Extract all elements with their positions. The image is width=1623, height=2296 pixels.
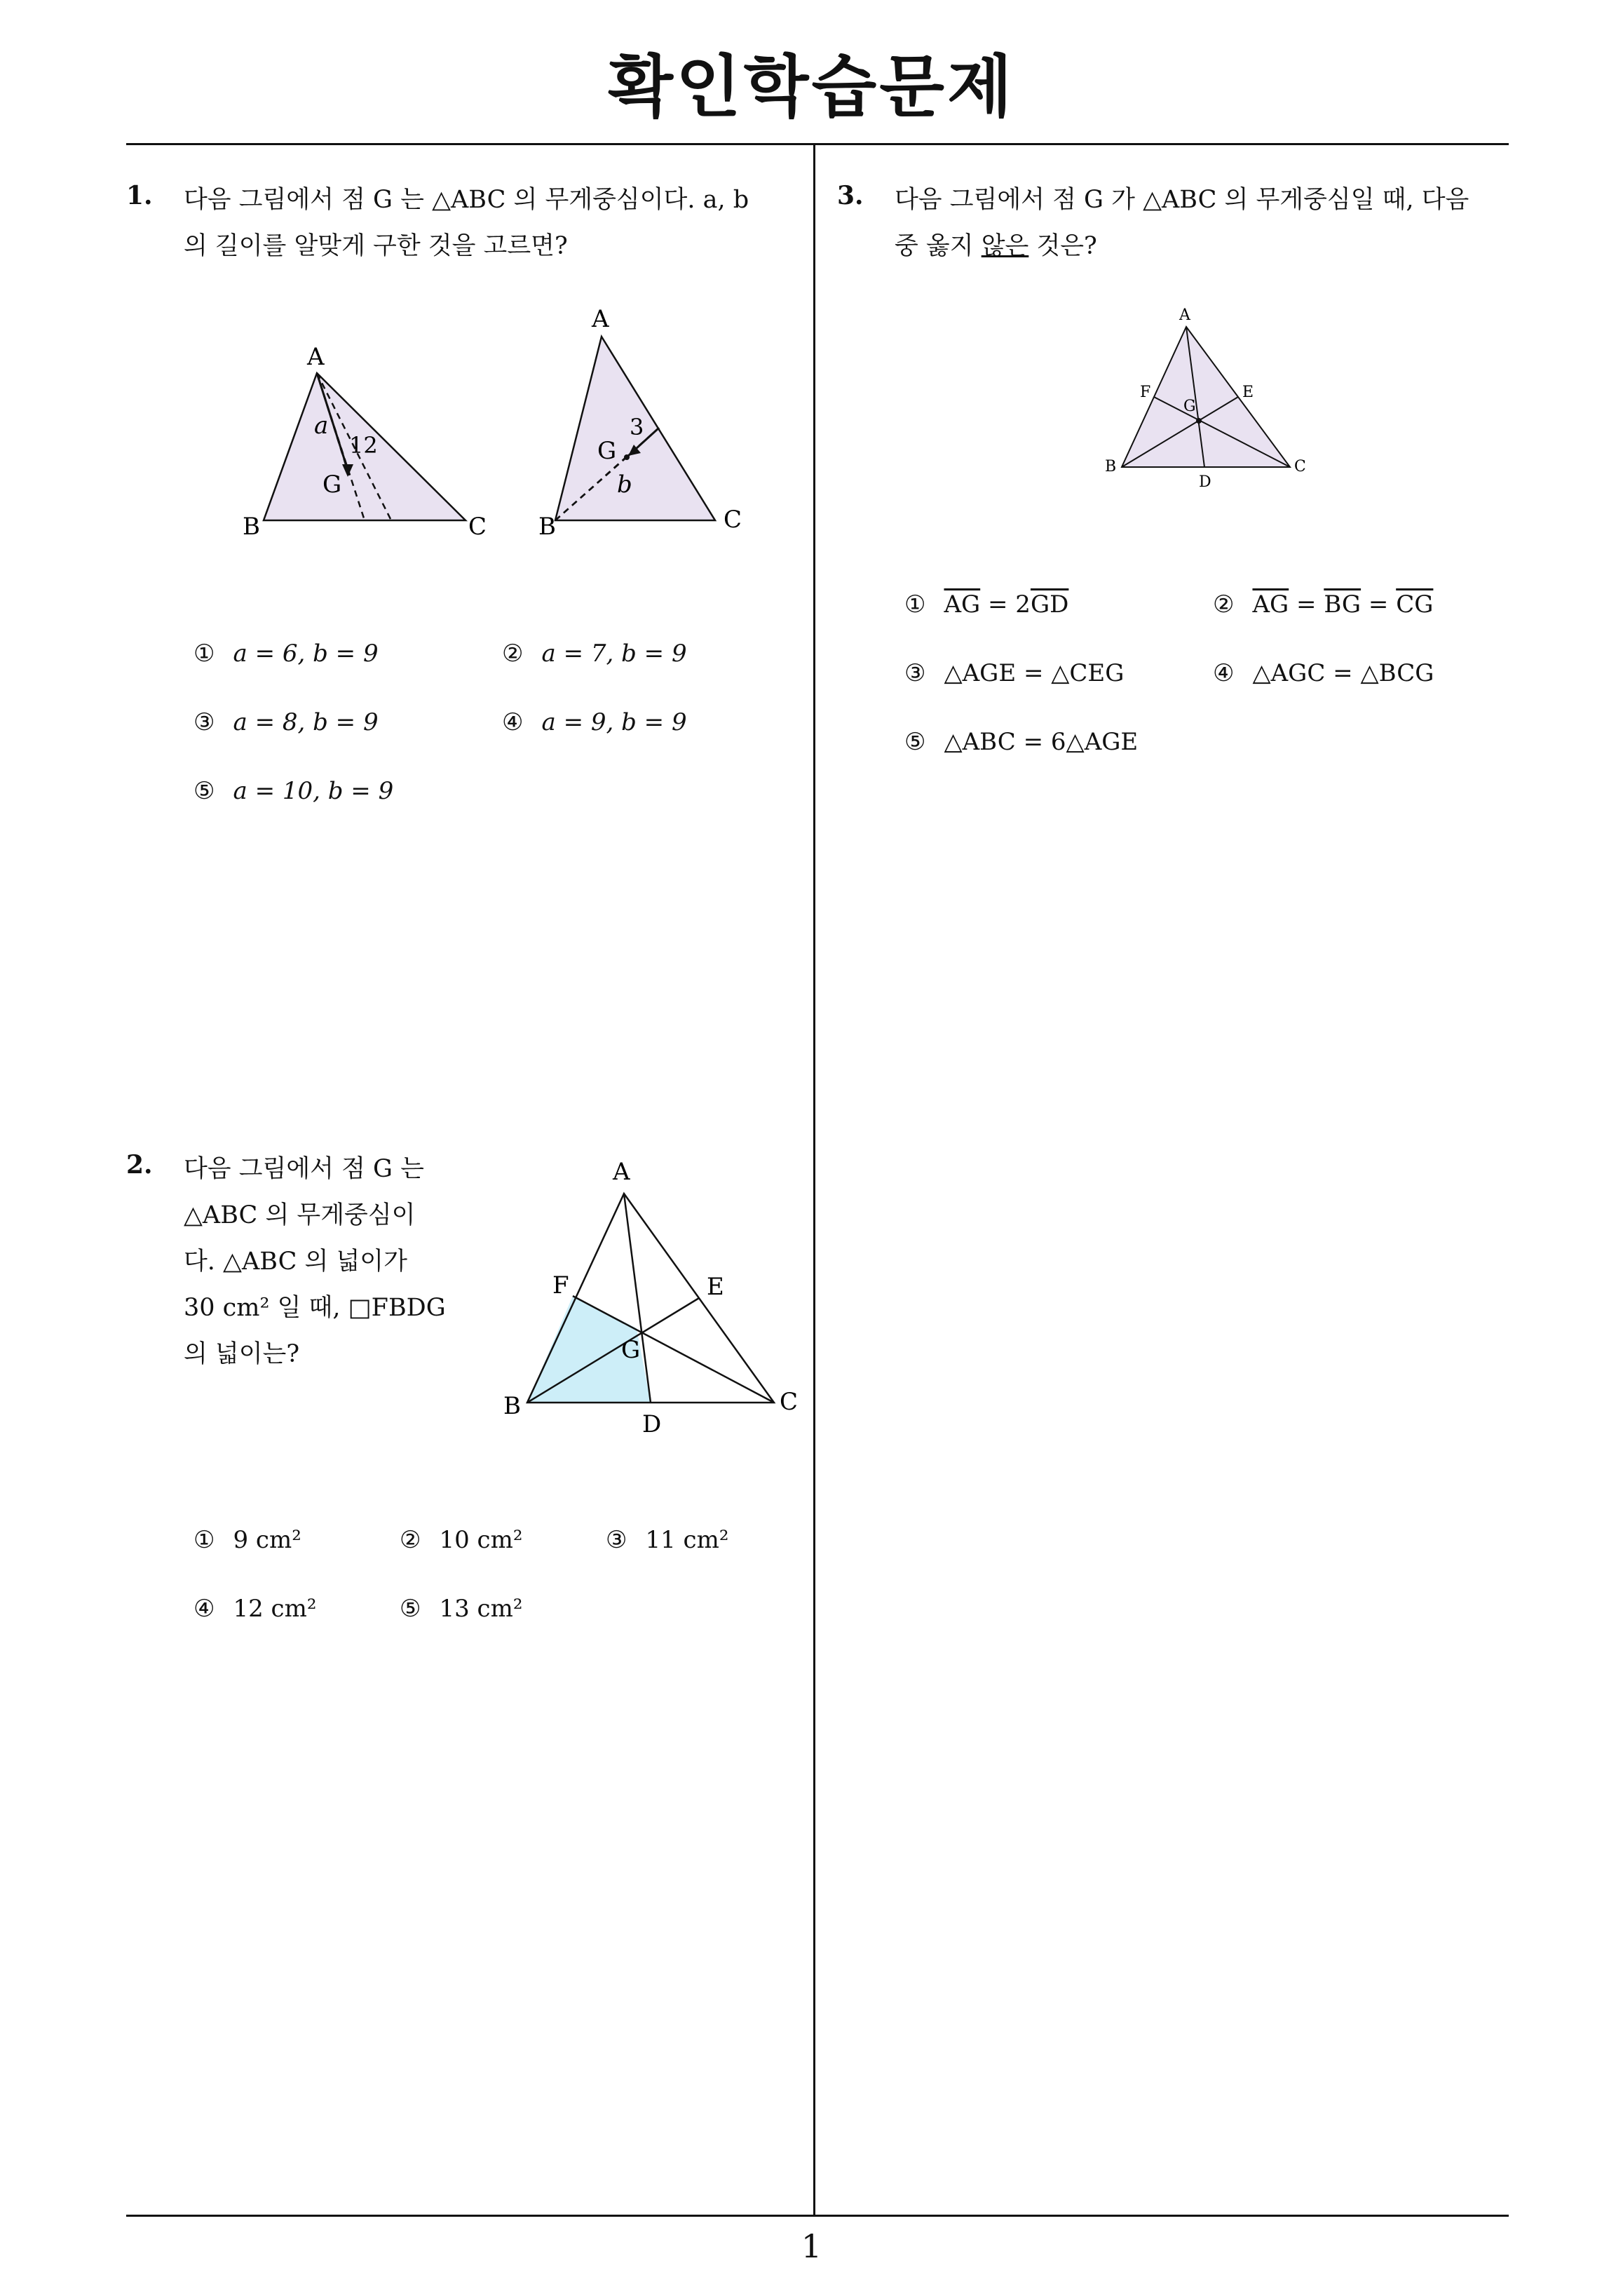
choice-5[interactable] — [193, 777, 393, 805]
choice-text: △AGE = △CEG — [944, 659, 1125, 687]
label-a: A — [613, 1158, 630, 1186]
choice-3[interactable] — [193, 708, 379, 736]
choice-2[interactable] — [502, 640, 687, 668]
page-number: 1 — [801, 2227, 822, 2265]
column-divider — [813, 144, 815, 2216]
q3-figure — [1101, 303, 1311, 492]
choice-text: △AGC = △BCG — [1252, 659, 1434, 687]
label-g: G — [1183, 398, 1196, 415]
centroid-point — [624, 454, 630, 460]
choice-mark: ④ — [193, 1595, 215, 1623]
choice-4[interactable] — [1213, 659, 1434, 687]
choice-text: △ABC = 6△AGE — [944, 728, 1139, 756]
page-title: 확인학습문제 — [608, 48, 1015, 126]
label-b: B — [243, 513, 260, 541]
question-text — [184, 177, 808, 269]
choice-3[interactable] — [606, 1526, 728, 1554]
choice-mark: ② — [400, 1526, 421, 1554]
choice-1[interactable] — [193, 640, 379, 668]
choice-5[interactable] — [400, 1595, 522, 1623]
question-text-line: 다음 그림에서 점 G 가 △ABC 의 무게중심일 때, 다음 — [895, 186, 1469, 214]
choice-2[interactable] — [400, 1526, 522, 1554]
question-text-line: 다음 그림에서 점 G 는 △ABC 의 무게중심이다. a, b — [184, 186, 749, 214]
choice-1[interactable] — [193, 1526, 301, 1554]
q2-figure — [491, 1150, 813, 1445]
choice-mark: ⑤ — [400, 1595, 421, 1623]
question-text-line: 다음 그림에서 점 G 는 — [184, 1155, 424, 1183]
label-b-length: b — [617, 471, 632, 499]
question-text-line: 중 옳지 않은 것은? — [895, 232, 1097, 260]
choice-1[interactable] — [904, 590, 1068, 619]
q1-figure-right — [533, 302, 764, 547]
choice-text: 11 cm² — [645, 1526, 729, 1554]
footer-rule — [126, 2215, 1509, 2217]
label-g: G — [322, 471, 342, 499]
choice-text: a = 7, b = 9 — [541, 640, 687, 668]
label-c: C — [724, 506, 742, 534]
question-text — [184, 1146, 464, 1377]
label-g: G — [597, 437, 617, 465]
question-text-line: 의 넓이는? — [184, 1340, 300, 1368]
label-c: C — [468, 513, 487, 541]
choice-mark: ③ — [904, 659, 926, 687]
choice-4[interactable] — [193, 1595, 316, 1623]
choice-mark: ① — [193, 640, 215, 668]
label-length-3: 3 — [630, 414, 644, 440]
choice-2[interactable] — [1213, 590, 1433, 619]
question-text — [895, 177, 1512, 269]
label-length-12: 12 — [349, 432, 378, 459]
question-text-line: 30 cm² 일 때, □FBDG — [184, 1294, 446, 1322]
label-b: B — [1105, 458, 1117, 475]
choice-text: 9 cm² — [233, 1526, 301, 1554]
choice-text: 10 cm² — [439, 1526, 523, 1554]
choice-mark: ② — [1213, 590, 1235, 619]
label-a-length: a — [314, 412, 329, 440]
label-b: B — [538, 513, 556, 541]
choice-mark: ④ — [1213, 659, 1235, 687]
label-c: C — [780, 1388, 799, 1416]
underlined-word: 않은 — [981, 232, 1029, 260]
label-a: A — [1179, 306, 1190, 324]
question-text-line: 다. △ABC 의 넓이가 — [184, 1248, 407, 1276]
label-f: F — [552, 1271, 569, 1299]
label-d: D — [642, 1410, 662, 1438]
choice-text: $\overline{AG} = 2\overline{GD}$ — [944, 590, 1069, 619]
label-b: B — [503, 1392, 521, 1420]
choice-text: a = 9, b = 9 — [541, 708, 687, 736]
choice-5[interactable] — [904, 728, 1138, 756]
choice-mark: ③ — [606, 1526, 627, 1554]
choice-mark: ② — [502, 640, 524, 668]
question-text-line: △ABC 의 무게중심이 — [184, 1201, 416, 1229]
label-e: E — [707, 1273, 724, 1301]
question-number: 1. — [126, 181, 153, 210]
choice-mark: ① — [904, 590, 926, 619]
label-f: F — [1140, 384, 1151, 401]
label-c: C — [1294, 458, 1306, 475]
choice-mark: ⑤ — [904, 728, 926, 756]
label-a: A — [592, 305, 609, 333]
choice-text: 12 cm² — [233, 1595, 317, 1623]
choice-mark: ④ — [502, 708, 524, 736]
choice-mark: ① — [193, 1526, 215, 1554]
centroid-point — [1196, 418, 1202, 424]
label-e: E — [1242, 384, 1254, 401]
choice-mark: ⑤ — [193, 777, 215, 805]
question-text-line: 의 길이를 알맞게 구한 것을 고르면? — [184, 232, 568, 260]
choice-4[interactable] — [502, 708, 687, 736]
header-rule — [126, 143, 1509, 145]
q1-figure-left — [231, 330, 498, 547]
choice-mark: ③ — [193, 708, 215, 736]
label-d: D — [1199, 473, 1211, 491]
choice-text: 13 cm² — [439, 1595, 523, 1623]
choice-text: a = 6, b = 9 — [233, 640, 379, 668]
question-number: 2. — [126, 1150, 153, 1180]
label-g: G — [621, 1336, 641, 1364]
choice-text: a = 8, b = 9 — [233, 708, 379, 736]
choice-text: $\overline{AG} = \overline{BG} = \overline{CG}$ — [1252, 590, 1434, 619]
choice-text: a = 10, b = 9 — [233, 777, 394, 805]
choice-3[interactable] — [904, 659, 1124, 687]
label-a: A — [307, 343, 325, 371]
question-number: 3. — [837, 181, 864, 210]
